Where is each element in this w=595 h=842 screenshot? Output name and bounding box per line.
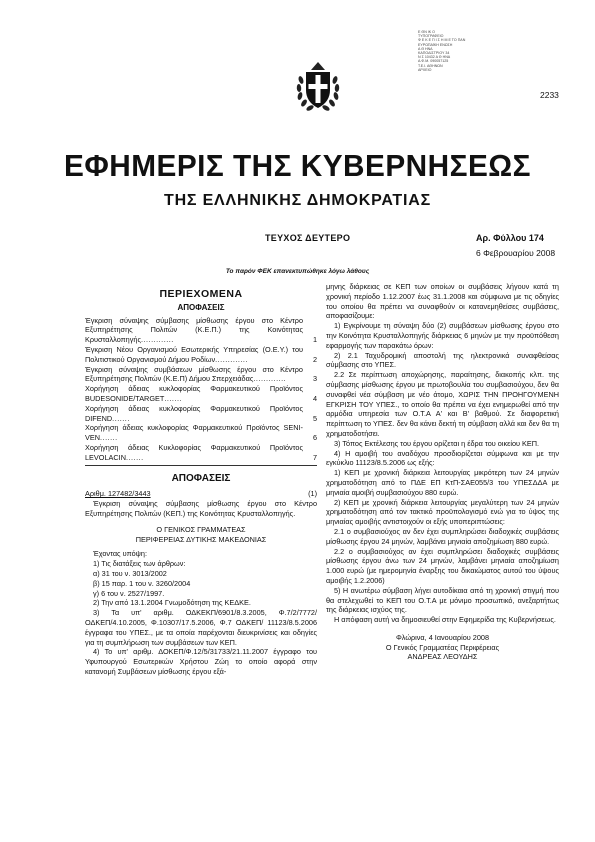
imprint-line: ΑΡΧΕΙΟ [418,67,432,72]
publication-date: 6 Φεβρουαρίου 2008 [476,248,556,258]
imprint-line: ΚΑΠΟΔΙΣΤΡΙΟΥ 34 [418,51,450,56]
issue-number [476,233,544,243]
legal-point: β) 15 παρ. 1 του ν. 3260/2004 [93,578,191,588]
imprint-line: ΕΥΡΩΠΑΪΚΗ ΕΝΩΣΗ [418,42,453,47]
toc-item-text: Χορήγηση άδειας Κυκλοφορίας Φαρμακευτικού Προϊόντος LEVOLACIN [85,442,303,462]
toc-item-text: Έγκριση σύναψης σύμβασης μίσθωσης έργου στο Κέντρο Εξυπηρέτησης Πολιτών (Κ.Ε.Π.) της Κοινότητας Κρυσταλλοπηγής [85,315,303,345]
body-paragraph: 1) ΚΕΠ με χρονική διάρκεια λειτουργίας μικρότερη των 24 μηνών χρηματοδότηση από το ΠΔΕ ΕΠ ΚτΠ-ΣΑΕ055/3 του ΥΠΕΣΔΔΑ με μηνιαία αμοιβή συμβασιούχου 880 ευρώ. [326,468,559,497]
signature-place-date: Φλώρινα, 4 Ιανουαρίου 2008 [395,632,490,642]
imprint-line: Τ.Ε.Ι. ΑΘΗΝΩΝ [418,63,443,68]
decision-title: Έγκριση σύναψης σύμβασης μίσθωσης έργου στο Κέντρο Εξυπηρέτησης Πολιτών (ΚΕΠ.) της Κοινότητας Κρυσταλλοπηγής. [85,499,317,518]
body-paragraph: 1) Εγκρίνουμε τη σύναψη δύο (2) συμβάσεων μίσθωσης έργου στο την Κοινότητα Κρυσταλλοπηγής διάρκειας 6 μηνών με την προϋπόθεση εφαρμογής των παρακάτω όρων: [326,321,559,350]
toc-item[interactable]: Χορήγηση άδειας κυκλοφορίας Φαρμακευτικού Προϊόντος SENI-VEN....... 6 [85,423,317,443]
publisher-imprint [418,30,508,72]
toc-item-page: 4 [312,393,317,403]
imprint-line: Α.Φ.Μ. 090057125 [418,59,449,64]
toc-item-text: Έγκριση σύναψης συμβάσεων μίσθωσης έργου στο Κέντρο Εξυπηρέτησης Πολιτών (Κ.Ε.Π) Δήμου Σπερχειάδας [85,364,303,384]
body-paragraph: 2) ΚΕΠ με χρονική διάρκεια λειτουργίας μεγαλύτερη των 24 μηνών χρηματοδότηση από τον τακτικό προϋπολογισμό ενώ για το ύψος της μηνιαίας αμοιβής αντιστοιχούν οι εξής υποπεριπτώσεις: [326,497,559,527]
toc-item-text: Χορήγηση άδειας κυκλοφορίας Φαρμακευτικού Προϊόντος SENI-VEN [85,423,303,443]
toc-item[interactable]: Χορήγηση άδειας Κυκλοφορίας Φαρμακευτικού Προϊόντος LEVOLACIN....... 7 [85,442,317,462]
body-paragraph: 2.2 Σε περίπτωση αποχώρησης, παραίτησης, διακοπής κλπ. της σύμβασης μίσθωσης έργου με πρωτοβουλία του συμβασιούχου, δεν θα συναφθεί νέα σύμβαση με νέο άτομο, ΧΩΡΙΣ ΤΗΝ ΠΡΟΗΓΟΥΜΕΝΗ ΕΓΚΡΙΣΗ ΤΟΥ ΥΠΕΣ., το οποίο θα πρέπει να έχει ενημερωθεί από την αρμόδια υπηρεσία των Ο.Τ.Α Α' και Β' βαθμού. Σε διαφορετική περίπτωση το ΥΠΕΣ. δεν θα κάνει δεκτή τη σύμβαση αλλά και δεν θα τη χρηματοδοτήσει. [326,370,559,438]
contents-decisions-heading: ΑΠΟΦΑΣΕΙΣ [177,302,225,312]
divider [85,465,317,466]
toc-item-page: 5 [312,413,317,423]
imprint-line: Α Θ ΗΝΑ [418,46,433,51]
legal-point: 2) Την από 13.1.2004 Γνωμοδότηση της ΚΕΔΚΕ. [93,598,251,608]
toc-item-page: 3 [312,374,317,384]
issue-number-value: 174 [528,233,544,243]
toc-item[interactable]: Χορήγηση άδειας κυκλοφορίας Φαρμακευτικού Προϊόντος BUDESONIDE/TARGET....... 4 [85,384,317,403]
having-regard: Έχοντας υπόψη: [93,549,147,559]
imprint-line: Ε ΘΝ ΙΚ Ο [418,30,435,34]
gazette-subtitle: ΤΗΣ ΕΛΛΗΝΙΚΗΣ ΔΗΜΟΚΡΑΤΙΑΣ [164,192,431,209]
imprint-line: ΤΥΠΟΓΡΑΦΕΙΟ [418,34,444,39]
decision-number: Αριθμ. 127482/3443 [85,489,151,499]
decisions-heading: ΑΠΟΦΑΣΕΙΣ [171,472,231,484]
contents-heading: ΠΕΡΙΕΧΟΜΕΝΑ [159,288,243,300]
legal-point: α) 31 του ν. 3013/2002 [93,568,167,578]
body-paragraph: 2.1 ο συμβασιούχος αν δεν έχει συμπληρώσει διαδοχικές συμβάσεις μίσθωσης έργου 24 μηνών, λαμβάνει μηνιαία αποζημίωση 880 ευρώ. [326,526,559,546]
authority-region: ΠΕΡΙΦΕΡΕΙΑΣ ΔΥΤΙΚΗΣ ΜΑΚΕΔΟΝΙΑΣ [135,534,267,544]
left-column [85,282,317,677]
imprint-line: Ν Σ 10432 Α Θ ΗΝΑ [418,55,451,60]
toc-item-page: 7 [312,452,317,462]
toc-item-text: Έγκριση Νέου Οργανισμού Εσωτερικής Υπηρεσίας (Ο.Ε.Υ.) του Πολιτιστικού Οργανισμού Δήμου Ροδίων [85,344,303,364]
signature-role: Ο Γενικός Γραμματέας Περιφέρειας [385,642,500,652]
signature-name: ΑΝΔΡΕΑΣ ΛΕΟΥΔΗΣ [407,652,478,662]
body-paragraph: Η απόφαση αυτή να δημοσιευθεί στην Εφημερίδα της Κυβερνήσεως. [334,615,556,625]
gazette-masthead: ΕΦΗΜΕΡΙΣ ΤΗΣ ΚΥΒΕΡΝΗΣΕΩΣ [64,148,531,183]
toc-item[interactable]: Χορήγηση άδειας κυκλοφορίας Φαρμακευτικού Προϊόντος DIFEND....... 5 [85,403,317,423]
legal-point: 3) Τα υπ' αριθμ. ΟΔΚΕΚΠ/6901/8.3.2005, Φ.7/2/7772/ ΟΔΚΕΠ/4.10.2005, Φ.10307/17.5.2006, Φ.7 ΟΔΚΕΠ/ 11123/8.5.2006 έγγραφα του ΥΠΕΣ., με τα οποία παρέχονται διευκρινίσεις και οδηγίες για τη συμπλήρωση των συμβάσεων των ΚΕΠ. [85,608,317,647]
legal-point: γ) 6 του ν. 2527/1997. [93,588,165,598]
right-column [326,282,559,662]
legal-point: 1) Τις διατάξεις των άρθρων: [93,559,186,569]
toc-item[interactable]: Έγκριση σύναψης σύμβασης μίσθωσης έργου στο Κέντρο Εξυπηρέτησης Πολιτών (Κ.Ε.Π.) της Κοινότητας Κρυσταλλοπηγής............. 1 [85,315,317,345]
toc-item-page: 2 [312,354,317,364]
decision-reference [85,489,317,499]
decision-index: (1) [308,489,317,499]
toc-item-page: 1 [312,335,317,345]
legal-point: 4) Το υπ' αριθμ. ΔΟΚΕΠ/Φ.12/5/31733/21.11.2007 έγγραφο του Υφυπουργού Εσωτερικών Χρήστου Ζώη το οποίο αφορά στην κατανομή Συμβάσεων μίσθωσης έργου εξά- [85,647,317,676]
body-paragraph: 2) 2.1 Ταχυδρομική αποστολή της ηλεκτρονικά συναφθείσας σύμβασης στο ΥΠΕΣ. [326,350,559,370]
toc-item-page: 6 [312,433,317,443]
body-paragraph: μηνης διάρκειας σε ΚΕΠ των οποίων οι συμβάσεις λήγουν κατά τη χρονική περίοδο 1.12.2007 έως 31.1.2008 και σύμφωνα με τις οδηγίες του οποίου θα πρέπει να συναφθούν οι κατανεμηθείσες συμβάσεις, αποφασίζουμε: [326,282,559,321]
body-paragraph: 2.2 ο συμβασιούχος αν έχει συμπληρώσει διαδοχικές συμβάσεις μίσθωσης έργου άνω των 24 μηνών, λαμβάνει μηνιαία αποζημίωση 1.000 ευρώ (με ημερομηνία έναρξης του δικαιώματος αυτού του ύψους αμοιβής 1.2.2006) [326,546,559,585]
issue-number-label: Αρ. Φύλλου [476,233,527,243]
reprint-note: Το παρόν ΦΕΚ επανεκτυπώθηκε λόγω λάθους [225,268,370,275]
greek-coat-of-arms-emblem [293,58,343,118]
toc-item[interactable]: Έγκριση σύναψης συμβάσεων μίσθωσης έργου στο Κέντρο Εξυπηρέτησης Πολιτών (Κ.Ε.Π) Δήμου Σπερχειάδας............. 3 [85,364,317,384]
body-paragraph: 3) Τόπος Εκτέλεσης του έργου ορίζεται η έδρα του οικείου ΚΕΠ. [334,438,540,448]
toc-item-text: Χορήγηση άδειας κυκλοφορίας Φαρμακευτικού Προϊόντος DIFEND [85,403,303,423]
toc-item[interactable]: Έγκριση Νέου Οργανισμού Εσωτερικής Υπηρεσίας (Ο.Ε.Υ.) του Πολιτιστικού Οργανισμού Δήμου Ροδίων............. 2 [85,344,317,364]
authority-title: Ο ΓΕΝΙΚΟΣ ΓΡΑΜΜΑΤΕΑΣ [156,524,246,534]
page-number: 2233 [540,90,559,100]
body-paragraph: 5) Η ανωτέρω σύμβαση λήγει αυτοδίκαια από τη χρονική στιγμή που θα στελεχωθεί το ΚΕΠ του Ο.Τ.Α με μόνιμο προσωπικό, ανεξαρτήτως της διάρκειας ισχύος της. [326,585,559,615]
imprint-line: Φ Ε Κ Ε Π Ι Σ Η Μ Ε ΤΟ ΠΑΝ [418,38,466,43]
toc-item-text: Χορήγηση άδειας κυκλοφορίας Φαρμακευτικού Προϊόντος BUDESONIDE/TARGET [85,384,303,403]
issue-section: ΤΕΥΧΟΣ ΔΕΥΤΕΡΟ [265,233,351,243]
body-paragraph: 4) Η αμοιβή του αναδόχου προσδιορίζεται σύμφωνα και με την εγκύκλιο 11123/8.5.2006 ως εξής: [326,448,559,468]
